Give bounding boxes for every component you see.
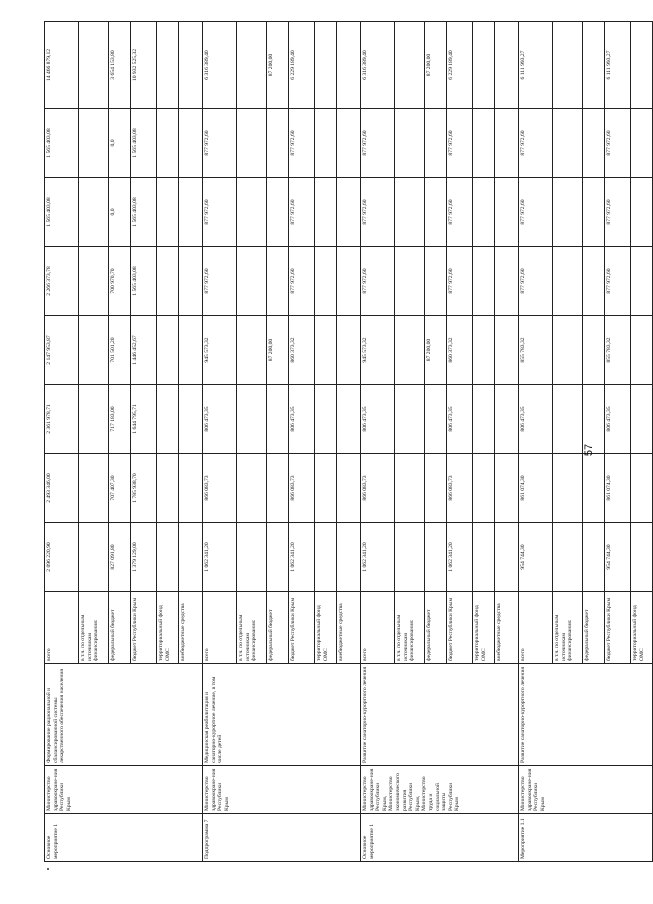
amount-cell	[79, 316, 109, 385]
amount-cell	[267, 178, 289, 247]
amount-cell: 827 091,80	[109, 523, 131, 592]
amount-cell	[79, 178, 109, 247]
amount-cell: 877 972,60	[289, 178, 315, 247]
amount-cell	[79, 454, 109, 523]
amount-cell: 1 565 403,08	[131, 247, 157, 316]
total-amount-cell	[583, 22, 605, 109]
total-amount-cell: 6 316 389,40	[361, 22, 395, 109]
amount-cell	[315, 316, 337, 385]
amount-cell: 1 446 452,67	[131, 316, 157, 385]
total-amount-cell	[315, 22, 337, 109]
amount-cell	[495, 523, 519, 592]
amount-cell	[473, 385, 495, 454]
amount-cell	[495, 385, 519, 454]
amount-cell: 2 361 978,71	[45, 385, 79, 454]
executor-cell: Министерство здравоохране-ния Республики Крым	[519, 766, 653, 814]
amount-cell	[337, 523, 361, 592]
funding-source-cell: внебюджетные средства	[337, 592, 361, 664]
amount-cell: 1 565 403,08	[45, 109, 79, 178]
amount-cell: 877 972,60	[605, 178, 631, 247]
amount-cell	[237, 247, 267, 316]
amount-cell: 806 473,35	[605, 385, 631, 454]
amount-cell	[583, 109, 605, 178]
table-row	[361, 22, 395, 862]
amount-cell: 855 783,32	[605, 316, 631, 385]
amount-cell	[631, 109, 653, 178]
amount-cell	[267, 523, 289, 592]
amount-cell: 877 972,60	[203, 247, 237, 316]
page-number: 57	[583, 443, 595, 457]
amount-cell: 877 972,60	[361, 178, 395, 247]
amount-cell	[425, 247, 447, 316]
amount-cell	[583, 523, 605, 592]
amount-cell: 866 083,73	[361, 454, 395, 523]
amount-cell	[583, 454, 605, 523]
program-name-cell: Медицинская реабилитация и санаторно-курортное лечение, в том числе детей	[203, 664, 361, 766]
amount-cell: 877 972,60	[519, 109, 553, 178]
total-amount-cell	[157, 22, 179, 109]
amount-cell: 1 062 341,20	[203, 523, 237, 592]
funding-source-cell: всего	[203, 592, 237, 664]
amount-cell	[267, 247, 289, 316]
amount-cell	[267, 454, 289, 523]
amount-cell	[425, 523, 447, 592]
amount-cell	[631, 454, 653, 523]
amount-cell: 806 473,35	[519, 385, 553, 454]
funding-source-cell: в т.ч. по отдельным источникам финансирования:	[395, 592, 425, 664]
amount-cell	[495, 454, 519, 523]
amount-cell	[631, 385, 653, 454]
total-amount-cell	[179, 22, 203, 109]
amount-cell: 2 147 953,87	[45, 316, 79, 385]
amount-cell	[237, 523, 267, 592]
amount-cell: 861 074,30	[519, 454, 553, 523]
rotated-table-wrapper	[44, 42, 645, 862]
amount-cell: 717 183,00	[109, 385, 131, 454]
amount-cell: 877 972,60	[519, 247, 553, 316]
amount-cell: 855 783,32	[519, 316, 553, 385]
table-row	[45, 22, 79, 862]
total-amount-cell	[337, 22, 361, 109]
amount-cell	[425, 109, 447, 178]
amount-cell	[157, 109, 179, 178]
amount-cell	[157, 247, 179, 316]
program-name-cell: Развитие санаторно-курортного лечения	[361, 664, 519, 766]
amount-cell: 1 565 403,08	[131, 109, 157, 178]
amount-cell	[425, 178, 447, 247]
total-amount-cell: 87 200,00	[267, 22, 289, 109]
amount-cell: 861 074,30	[605, 454, 631, 523]
amount-cell: 877 972,60	[361, 247, 395, 316]
amount-cell: 877 972,60	[605, 109, 631, 178]
amount-cell	[337, 247, 361, 316]
total-amount-cell	[79, 22, 109, 109]
total-amount-cell	[473, 22, 495, 109]
amount-cell: 1 062 341,20	[289, 523, 315, 592]
program-name-cell: Формирование рациональной и сбалансированной системы лекарственного обеспечения населения	[45, 664, 203, 766]
funding-source-cell: бюджет Республики Крым	[289, 592, 315, 664]
total-amount-cell: 6 111 993,27	[605, 22, 631, 109]
program-name-cell: Развитие санаторно-курортного лечения	[519, 664, 653, 766]
amount-cell	[179, 109, 203, 178]
funding-table	[44, 21, 653, 862]
amount-cell	[473, 178, 495, 247]
funding-source-cell: бюджет Республики Крым	[605, 592, 631, 664]
amount-cell	[237, 385, 267, 454]
amount-cell	[337, 109, 361, 178]
amount-cell	[157, 523, 179, 592]
amount-cell: 877 972,60	[361, 109, 395, 178]
amount-cell: 877 972,60	[447, 247, 473, 316]
amount-cell	[237, 454, 267, 523]
amount-cell: 866 083,73	[203, 454, 237, 523]
amount-cell: 1 785 938,70	[131, 454, 157, 523]
amount-cell	[179, 247, 203, 316]
amount-cell: 87 200,00	[267, 316, 289, 385]
amount-cell: 1 062 341,20	[361, 523, 395, 592]
funding-source-cell: внебюджетные средства	[179, 592, 203, 664]
amount-cell	[473, 247, 495, 316]
funding-source-cell: в т.ч. по отдельным источникам финансирования:	[237, 592, 267, 664]
total-amount-cell	[631, 22, 653, 109]
amount-cell	[395, 454, 425, 523]
amount-cell	[631, 178, 653, 247]
total-amount-cell	[395, 22, 425, 109]
amount-cell	[473, 523, 495, 592]
amount-cell: 860 373,32	[447, 316, 473, 385]
amount-cell: 806 473,35	[361, 385, 395, 454]
funding-source-cell: в т.ч. по отдельным источникам финансирования:	[79, 592, 109, 664]
amount-cell	[237, 178, 267, 247]
amount-cell	[267, 385, 289, 454]
funding-source-cell: территориальный фонд ОМС	[631, 592, 653, 664]
amount-cell	[395, 316, 425, 385]
amount-cell	[337, 178, 361, 247]
amount-cell: 1 565 403,08	[45, 178, 79, 247]
amount-cell: 2 266 373,78	[45, 247, 79, 316]
amount-cell	[315, 385, 337, 454]
total-amount-cell	[553, 22, 583, 109]
total-amount-cell: 6 111 993,27	[519, 22, 553, 109]
amount-cell	[473, 316, 495, 385]
amount-cell: 877 972,60	[289, 247, 315, 316]
amount-cell	[315, 454, 337, 523]
amount-cell: 2 096 220,90	[45, 523, 79, 592]
amount-cell: 0,0	[109, 178, 131, 247]
amount-cell	[79, 523, 109, 592]
program-type-cell: Основное мероприятие 1	[361, 814, 519, 862]
amount-cell: 806 473,35	[447, 385, 473, 454]
amount-cell: 806 473,35	[289, 385, 315, 454]
total-amount-cell: 14 466 879,12	[45, 22, 79, 109]
funding-source-cell: федеральный бюджет	[425, 592, 447, 664]
amount-cell: 2 493 346,00	[45, 454, 79, 523]
program-type-cell: Подпрограмма 7	[203, 814, 361, 862]
table-row	[519, 22, 553, 862]
amount-cell	[179, 523, 203, 592]
amount-cell	[553, 109, 583, 178]
amount-cell	[157, 385, 179, 454]
amount-cell: 877 972,60	[605, 247, 631, 316]
funding-source-cell: всего	[361, 592, 395, 664]
total-amount-cell: 6 316 389,40	[203, 22, 237, 109]
funding-source-cell: территориальный фонд ОМС	[473, 592, 495, 664]
amount-cell	[495, 247, 519, 316]
amount-cell: 866 083,73	[289, 454, 315, 523]
funding-source-cell: всего	[45, 592, 79, 664]
funding-source-cell: территориальный фонд ОМС	[157, 592, 179, 664]
amount-cell	[631, 523, 653, 592]
table-row	[203, 22, 237, 862]
amount-cell: 954 744,30	[605, 523, 631, 592]
funding-source-cell: федеральный бюджет	[109, 592, 131, 664]
amount-cell	[631, 316, 653, 385]
amount-cell: 1 062 341,20	[447, 523, 473, 592]
amount-cell	[315, 523, 337, 592]
executor-cell: Министерство здравоохране-ния Республики Крым	[45, 766, 203, 814]
amount-cell	[179, 454, 203, 523]
amount-cell: 707 407,30	[109, 454, 131, 523]
amount-cell	[337, 316, 361, 385]
amount-cell	[583, 178, 605, 247]
amount-cell	[473, 454, 495, 523]
amount-cell: 877 972,60	[447, 109, 473, 178]
amount-cell	[395, 178, 425, 247]
amount-cell	[337, 454, 361, 523]
amount-cell	[237, 109, 267, 178]
total-amount-cell	[495, 22, 519, 109]
executor-cell: Министерство здравоохране-ния Республики Крым	[203, 766, 361, 814]
amount-cell: 806 473,35	[203, 385, 237, 454]
amount-cell	[237, 316, 267, 385]
total-amount-cell: 6 229 189,40	[289, 22, 315, 109]
amount-cell	[179, 316, 203, 385]
amount-cell	[553, 247, 583, 316]
amount-cell	[495, 178, 519, 247]
funding-source-cell: в т.ч. по отдельным источникам финансирования:	[553, 592, 583, 664]
amount-cell: 1 644 795,71	[131, 385, 157, 454]
amount-cell	[495, 109, 519, 178]
funding-source-cell: территориальный фонд ОМС	[315, 592, 337, 664]
amount-cell: 945 573,32	[361, 316, 395, 385]
amount-cell: 0,0	[109, 109, 131, 178]
amount-cell: 700 970,70	[109, 247, 131, 316]
total-amount-cell: 3 654 153,80	[109, 22, 131, 109]
amount-cell	[395, 247, 425, 316]
funding-source-cell: внебюджетные средства	[495, 592, 519, 664]
amount-cell: 877 972,60	[289, 109, 315, 178]
amount-cell: 701 501,20	[109, 316, 131, 385]
amount-cell	[553, 316, 583, 385]
scan-speck	[47, 868, 49, 870]
amount-cell: 1 565 403,08	[131, 178, 157, 247]
amount-cell	[179, 178, 203, 247]
amount-cell: 866 083,73	[447, 454, 473, 523]
amount-cell: 87 200,00	[425, 316, 447, 385]
total-amount-cell	[237, 22, 267, 109]
amount-cell: 877 972,60	[203, 109, 237, 178]
total-amount-cell: 87 200,00	[425, 22, 447, 109]
amount-cell	[79, 109, 109, 178]
amount-cell	[79, 247, 109, 316]
amount-cell: 1 379 129,00	[131, 523, 157, 592]
amount-cell: 945 573,32	[203, 316, 237, 385]
amount-cell	[583, 316, 605, 385]
executor-cell: Министерство здравоохране-ния Республики Крым, Министерство экономического развития Республики Крым, Министерство труда и социальной защиты Республики Крым	[361, 766, 519, 814]
amount-cell	[553, 523, 583, 592]
amount-cell	[395, 523, 425, 592]
amount-cell: 877 972,60	[203, 178, 237, 247]
funding-source-cell: федеральный бюджет	[583, 592, 605, 664]
program-type-cell: Мероприятие 1.1	[519, 814, 653, 862]
amount-cell	[337, 385, 361, 454]
amount-cell	[425, 385, 447, 454]
amount-cell	[583, 247, 605, 316]
total-amount-cell: 6 229 189,40	[447, 22, 473, 109]
amount-cell	[315, 178, 337, 247]
amount-cell	[395, 385, 425, 454]
amount-cell	[157, 178, 179, 247]
amount-cell	[631, 247, 653, 316]
funding-source-cell: федеральный бюджет	[267, 592, 289, 664]
total-amount-cell: 10 932 525,32	[131, 22, 157, 109]
amount-cell	[315, 247, 337, 316]
amount-cell	[425, 454, 447, 523]
amount-cell	[79, 385, 109, 454]
funding-source-cell: бюджет Республики Крым	[447, 592, 473, 664]
amount-cell	[495, 316, 519, 385]
amount-cell	[395, 109, 425, 178]
amount-cell	[267, 109, 289, 178]
amount-cell: 860 373,32	[289, 316, 315, 385]
amount-cell	[315, 109, 337, 178]
amount-cell	[553, 454, 583, 523]
funding-source-cell: бюджет Республики Крым	[131, 592, 157, 664]
amount-cell: 877 972,60	[447, 178, 473, 247]
amount-cell: 877 972,60	[519, 178, 553, 247]
program-type-cell: Основное мероприятие 1	[45, 814, 203, 862]
amount-cell: 954 744,30	[519, 523, 553, 592]
funding-source-cell: всего	[519, 592, 553, 664]
amount-cell	[473, 109, 495, 178]
amount-cell	[157, 316, 179, 385]
amount-cell	[179, 385, 203, 454]
amount-cell	[157, 454, 179, 523]
amount-cell	[553, 178, 583, 247]
